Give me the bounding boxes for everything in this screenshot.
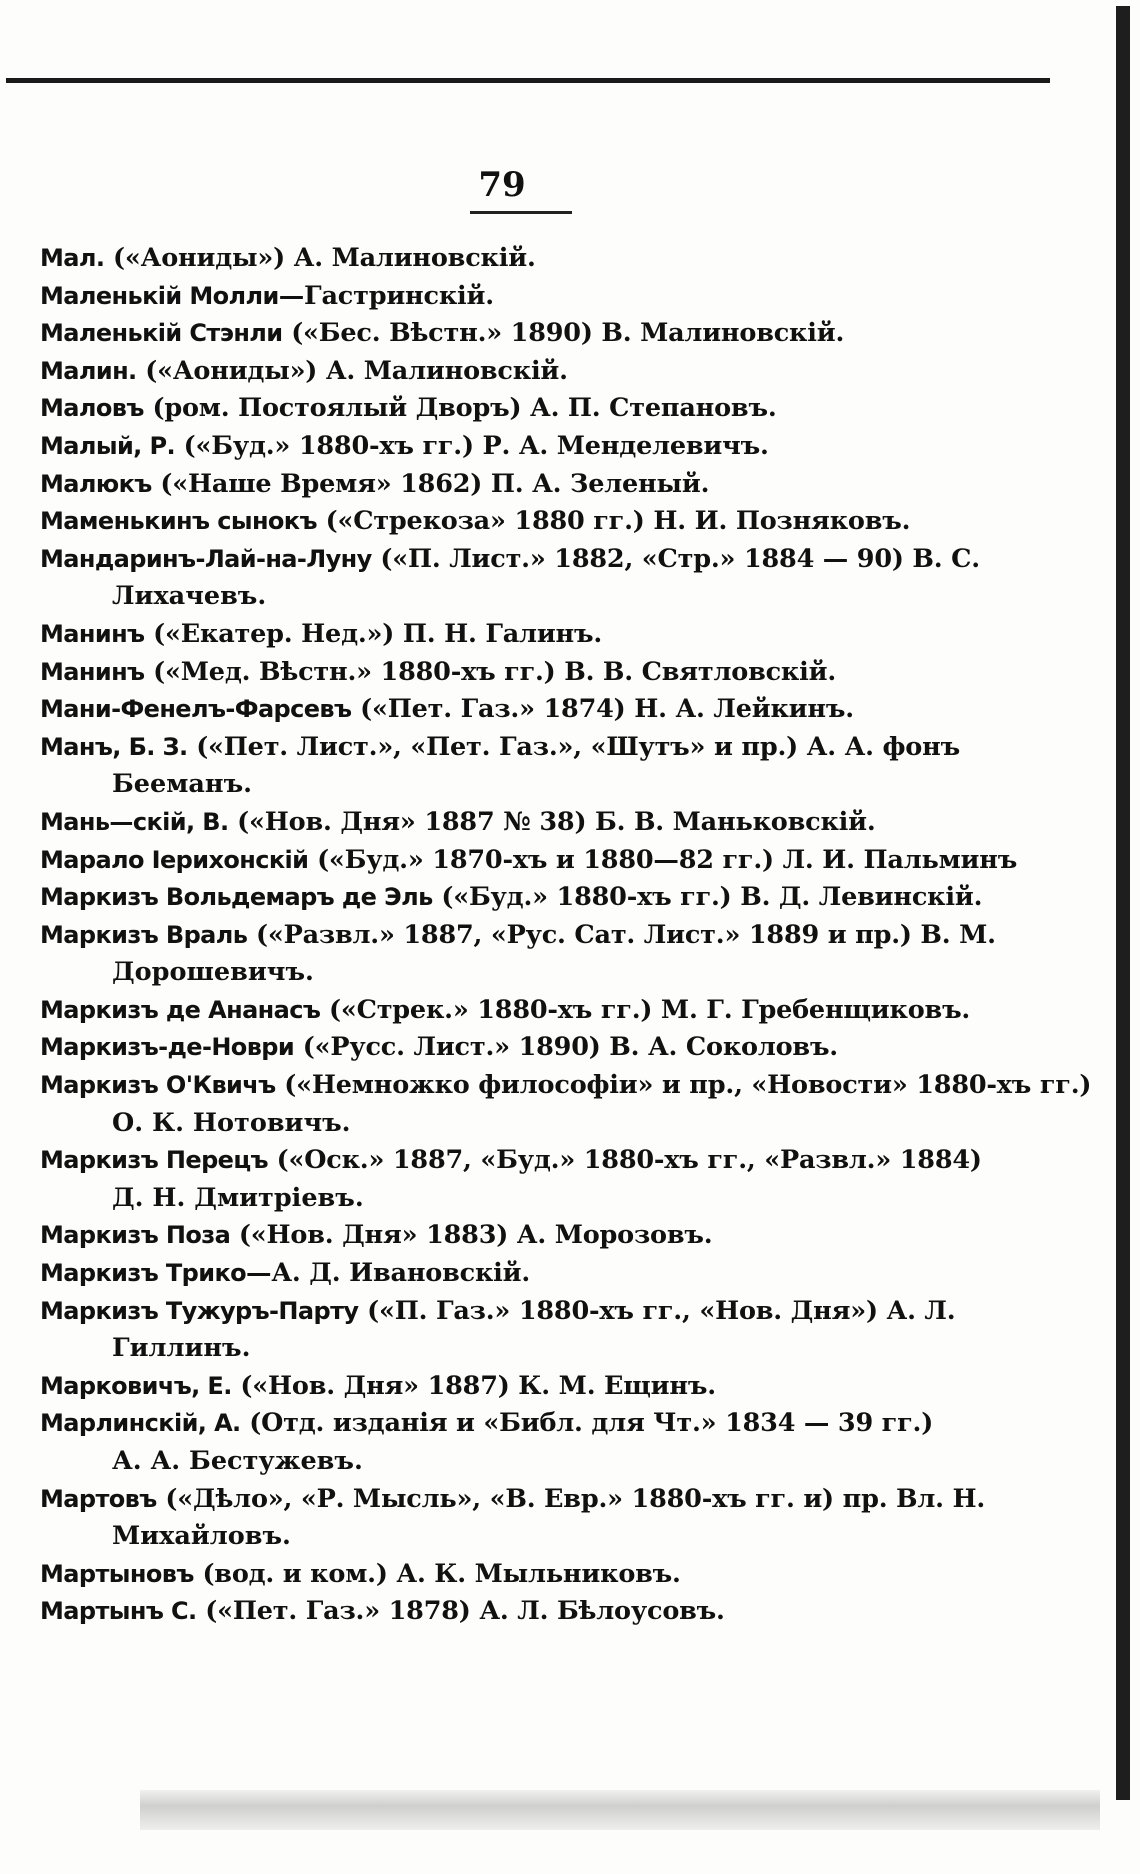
entry-pseudonym: Маркизъ О'Квичъ bbox=[40, 1071, 276, 1100]
entry-line bbox=[40, 654, 970, 692]
entry-pseudonym: Маркизъ Вольдемаръ де Эль bbox=[40, 883, 433, 912]
entry-continuation-line bbox=[40, 766, 970, 804]
entry-attribution: («Стрекоза» 1880 гг.) Н. И. Позняковъ. bbox=[316, 506, 911, 537]
entry-attribution: («Екатер. Нед.») П. Н. Галинъ. bbox=[144, 618, 603, 649]
entry-attribution: Михайловъ. bbox=[112, 1521, 291, 1552]
entry-pseudonym: Мартовъ bbox=[40, 1484, 157, 1513]
entry-attribution: А. А. Бестужевъ. bbox=[112, 1446, 363, 1476]
entry-line bbox=[40, 541, 980, 579]
entry-continuation-line bbox=[40, 1180, 970, 1218]
entry-attribution: («Развл.» 1887, «Рус. Сат. Лист.» 1889 и пр.) В. М. bbox=[247, 919, 996, 950]
entry-attribution: (Отд. изданія и «Библ. для Чт.» 1834 — 39 гг.) bbox=[240, 1408, 934, 1439]
entry-continuation-line bbox=[40, 1518, 970, 1556]
entry-attribution: Бееманъ. bbox=[112, 769, 253, 800]
entry-pseudonym: Мань—скій, В. bbox=[40, 807, 229, 836]
entry-pseudonym: Маркизъ Перецъ bbox=[40, 1146, 268, 1175]
entry-attribution: («Оск.» 1887, «Буд.» 1880-хъ гг., «Развл.» 1884) bbox=[267, 1145, 982, 1176]
entry-line bbox=[40, 992, 970, 1030]
entry-continuation-line bbox=[40, 1330, 970, 1368]
entry-line bbox=[40, 1481, 986, 1519]
entry-attribution: (вод. и ком.) А. К. Мыльниковъ. bbox=[193, 1558, 681, 1589]
entry-line bbox=[40, 1556, 970, 1594]
entry-attribution: («Нов. Дня» 1887) К. М. Ещинъ. bbox=[231, 1370, 716, 1401]
entry-line bbox=[40, 729, 970, 767]
top-border-rule bbox=[6, 78, 1050, 83]
entry-line bbox=[40, 1255, 970, 1293]
entry-pseudonym: Мандаринъ-Лай-на-Луну bbox=[40, 544, 372, 573]
entry-attribution: («Аониды») А. Малиновскій. bbox=[104, 243, 536, 273]
entry-attribution: («Немножко философіи» и пр., «Новости» 1880-хъ гг.) bbox=[275, 1070, 1092, 1101]
entry-line bbox=[40, 503, 970, 541]
entry-continuation-line bbox=[40, 1443, 970, 1481]
entry-attribution: («Наше Время» 1862) П. А. Зеленый. bbox=[151, 468, 710, 499]
entry-line bbox=[40, 390, 970, 428]
entry-line bbox=[40, 879, 983, 917]
entry-pseudonym: Маркизъ Тужуръ-Парту bbox=[40, 1296, 359, 1325]
entry-pseudonym: Марковичъ, Е. bbox=[40, 1371, 232, 1400]
entry-attribution: («Нов. Дня» 1887 № 38) Б. В. Маньковскій. bbox=[228, 806, 876, 837]
entry-line bbox=[40, 1593, 970, 1631]
entry-pseudonym: Малый, Р. bbox=[40, 431, 175, 460]
entry-attribution: Лихачевъ. bbox=[112, 581, 267, 612]
entry-line bbox=[40, 616, 970, 654]
entry-line bbox=[40, 1142, 982, 1180]
entry-pseudonym: Маловъ bbox=[40, 394, 144, 423]
entry-continuation-line bbox=[40, 1105, 970, 1143]
entry-pseudonym: Манинъ bbox=[40, 619, 145, 648]
entry-attribution: («Нов. Дня» 1883) А. Морозовъ. bbox=[230, 1220, 713, 1251]
entry-pseudonym: Мартыновъ bbox=[40, 1559, 194, 1588]
entry-line bbox=[40, 466, 970, 504]
entry-attribution: («Пет. Газ.» 1874) Н. А. Лейкинъ. bbox=[351, 694, 854, 725]
entry-attribution: Д. Н. Дмитріевъ. bbox=[112, 1182, 364, 1213]
entry-line bbox=[40, 428, 970, 466]
entry-line bbox=[40, 804, 970, 842]
entry-pseudonym: Мартынъ С. bbox=[40, 1597, 197, 1626]
entry-line bbox=[40, 1029, 970, 1067]
entry-line bbox=[40, 691, 970, 729]
entry-pseudonym: Манъ, Б. З. bbox=[40, 732, 188, 761]
page-right-edge bbox=[1116, 6, 1130, 1800]
entry-attribution: Дорошевичъ. bbox=[112, 957, 314, 988]
entry-attribution: («П. Газ.» 1880-хъ гг., «Нов. Дня») А. Л. bbox=[358, 1295, 956, 1326]
page-number: 79 bbox=[478, 165, 526, 205]
entry-line bbox=[40, 917, 996, 955]
entry-attribution: («Пет. Лист.», «Пет. Газ.», «Шутъ» и пр.) А. А. фонъ bbox=[187, 731, 960, 762]
entry-line bbox=[40, 1217, 970, 1255]
entry-pseudonym: Маркизъ де Ананасъ bbox=[40, 995, 321, 1024]
entry-line bbox=[40, 1405, 970, 1443]
entry-line bbox=[40, 1067, 1092, 1105]
entry-attribution: («Бес. Вѣстн.» 1890) В. Малиновскій. bbox=[282, 318, 845, 349]
entry-pseudonym: Марлинскій, А. bbox=[40, 1409, 241, 1438]
entry-pseudonym: Маленькій Стэнли bbox=[40, 319, 283, 348]
entry-attribution: («Русс. Лист.» 1890) В. А. Соколовъ. bbox=[294, 1032, 838, 1063]
entry-attribution: («Буд.» 1870-хъ и 1880—82 гг.) Л. И. Пальминъ bbox=[308, 844, 1018, 875]
entry-attribution: («Стрек.» 1880-хъ гг.) М. Г. Гребенщиковъ. bbox=[320, 994, 971, 1025]
entry-attribution: («Пет. Газ.» 1878) А. Л. Бѣлоусовъ. bbox=[196, 1596, 725, 1627]
pseudonym-entries bbox=[40, 240, 1092, 1631]
entry-continuation-line bbox=[40, 578, 970, 616]
entry-attribution: —А. Д. Ивановскій. bbox=[246, 1258, 531, 1289]
entry-line bbox=[40, 240, 970, 278]
entry-continuation-line bbox=[40, 954, 970, 992]
entry-pseudonym: Маркизъ Трико bbox=[40, 1259, 247, 1288]
entry-pseudonym: Маркизъ-де-Новри bbox=[40, 1033, 295, 1062]
entry-pseudonym: Манинъ bbox=[40, 657, 145, 686]
entry-line bbox=[40, 1293, 970, 1331]
entry-pseudonym: Маменькинъ сынокъ bbox=[40, 507, 317, 536]
entry-line bbox=[40, 278, 970, 316]
entry-attribution: (ром. Постоялый Дворъ) А. П. Степановъ. bbox=[143, 393, 777, 424]
entry-line bbox=[40, 315, 970, 353]
entry-pseudonym: Малин. bbox=[40, 356, 137, 385]
entry-pseudonym: Маркизъ Враль bbox=[40, 920, 248, 949]
entry-attribution: О. К. Нотовичъ. bbox=[112, 1107, 351, 1138]
entry-line bbox=[40, 842, 1018, 880]
page-number-underline bbox=[470, 211, 572, 214]
entry-attribution: («Мед. Вѣстн.» 1880-хъ гг.) В. В. Святловскій. bbox=[144, 656, 837, 687]
entry-attribution: («Буд.» 1880-хъ гг.) В. Д. Левинскій. bbox=[432, 882, 983, 913]
bottom-scan-shadow bbox=[140, 1790, 1100, 1830]
entry-attribution: («Буд.» 1880-хъ гг.) Р. А. Менделевичъ. bbox=[174, 430, 769, 461]
entry-line bbox=[40, 1368, 970, 1406]
entry-pseudonym: Малюкъ bbox=[40, 469, 152, 498]
entry-attribution: —Гастринскій. bbox=[278, 280, 494, 311]
entry-pseudonym: Марало Іерихонскій bbox=[40, 845, 309, 874]
entry-attribution: («Аониды») А. Малиновскій. bbox=[136, 355, 568, 386]
entry-attribution: («Дѣло», «Р. Мысль», «В. Евр.» 1880-хъ гг. и) пр. Вл. Н. bbox=[156, 1483, 986, 1514]
entry-attribution: Гиллинъ. bbox=[112, 1333, 251, 1364]
entry-pseudonym: Мани-Фенелъ-Фарсевъ bbox=[40, 695, 352, 724]
entry-pseudonym: Маленькій Молли bbox=[40, 281, 279, 310]
entry-line bbox=[40, 353, 970, 391]
entry-pseudonym: Маркизъ Поза bbox=[40, 1221, 231, 1250]
entry-pseudonym: Мал. bbox=[40, 244, 105, 272]
entry-attribution: («П. Лист.» 1882, «Стр.» 1884 — 90) В. С. bbox=[371, 543, 980, 574]
